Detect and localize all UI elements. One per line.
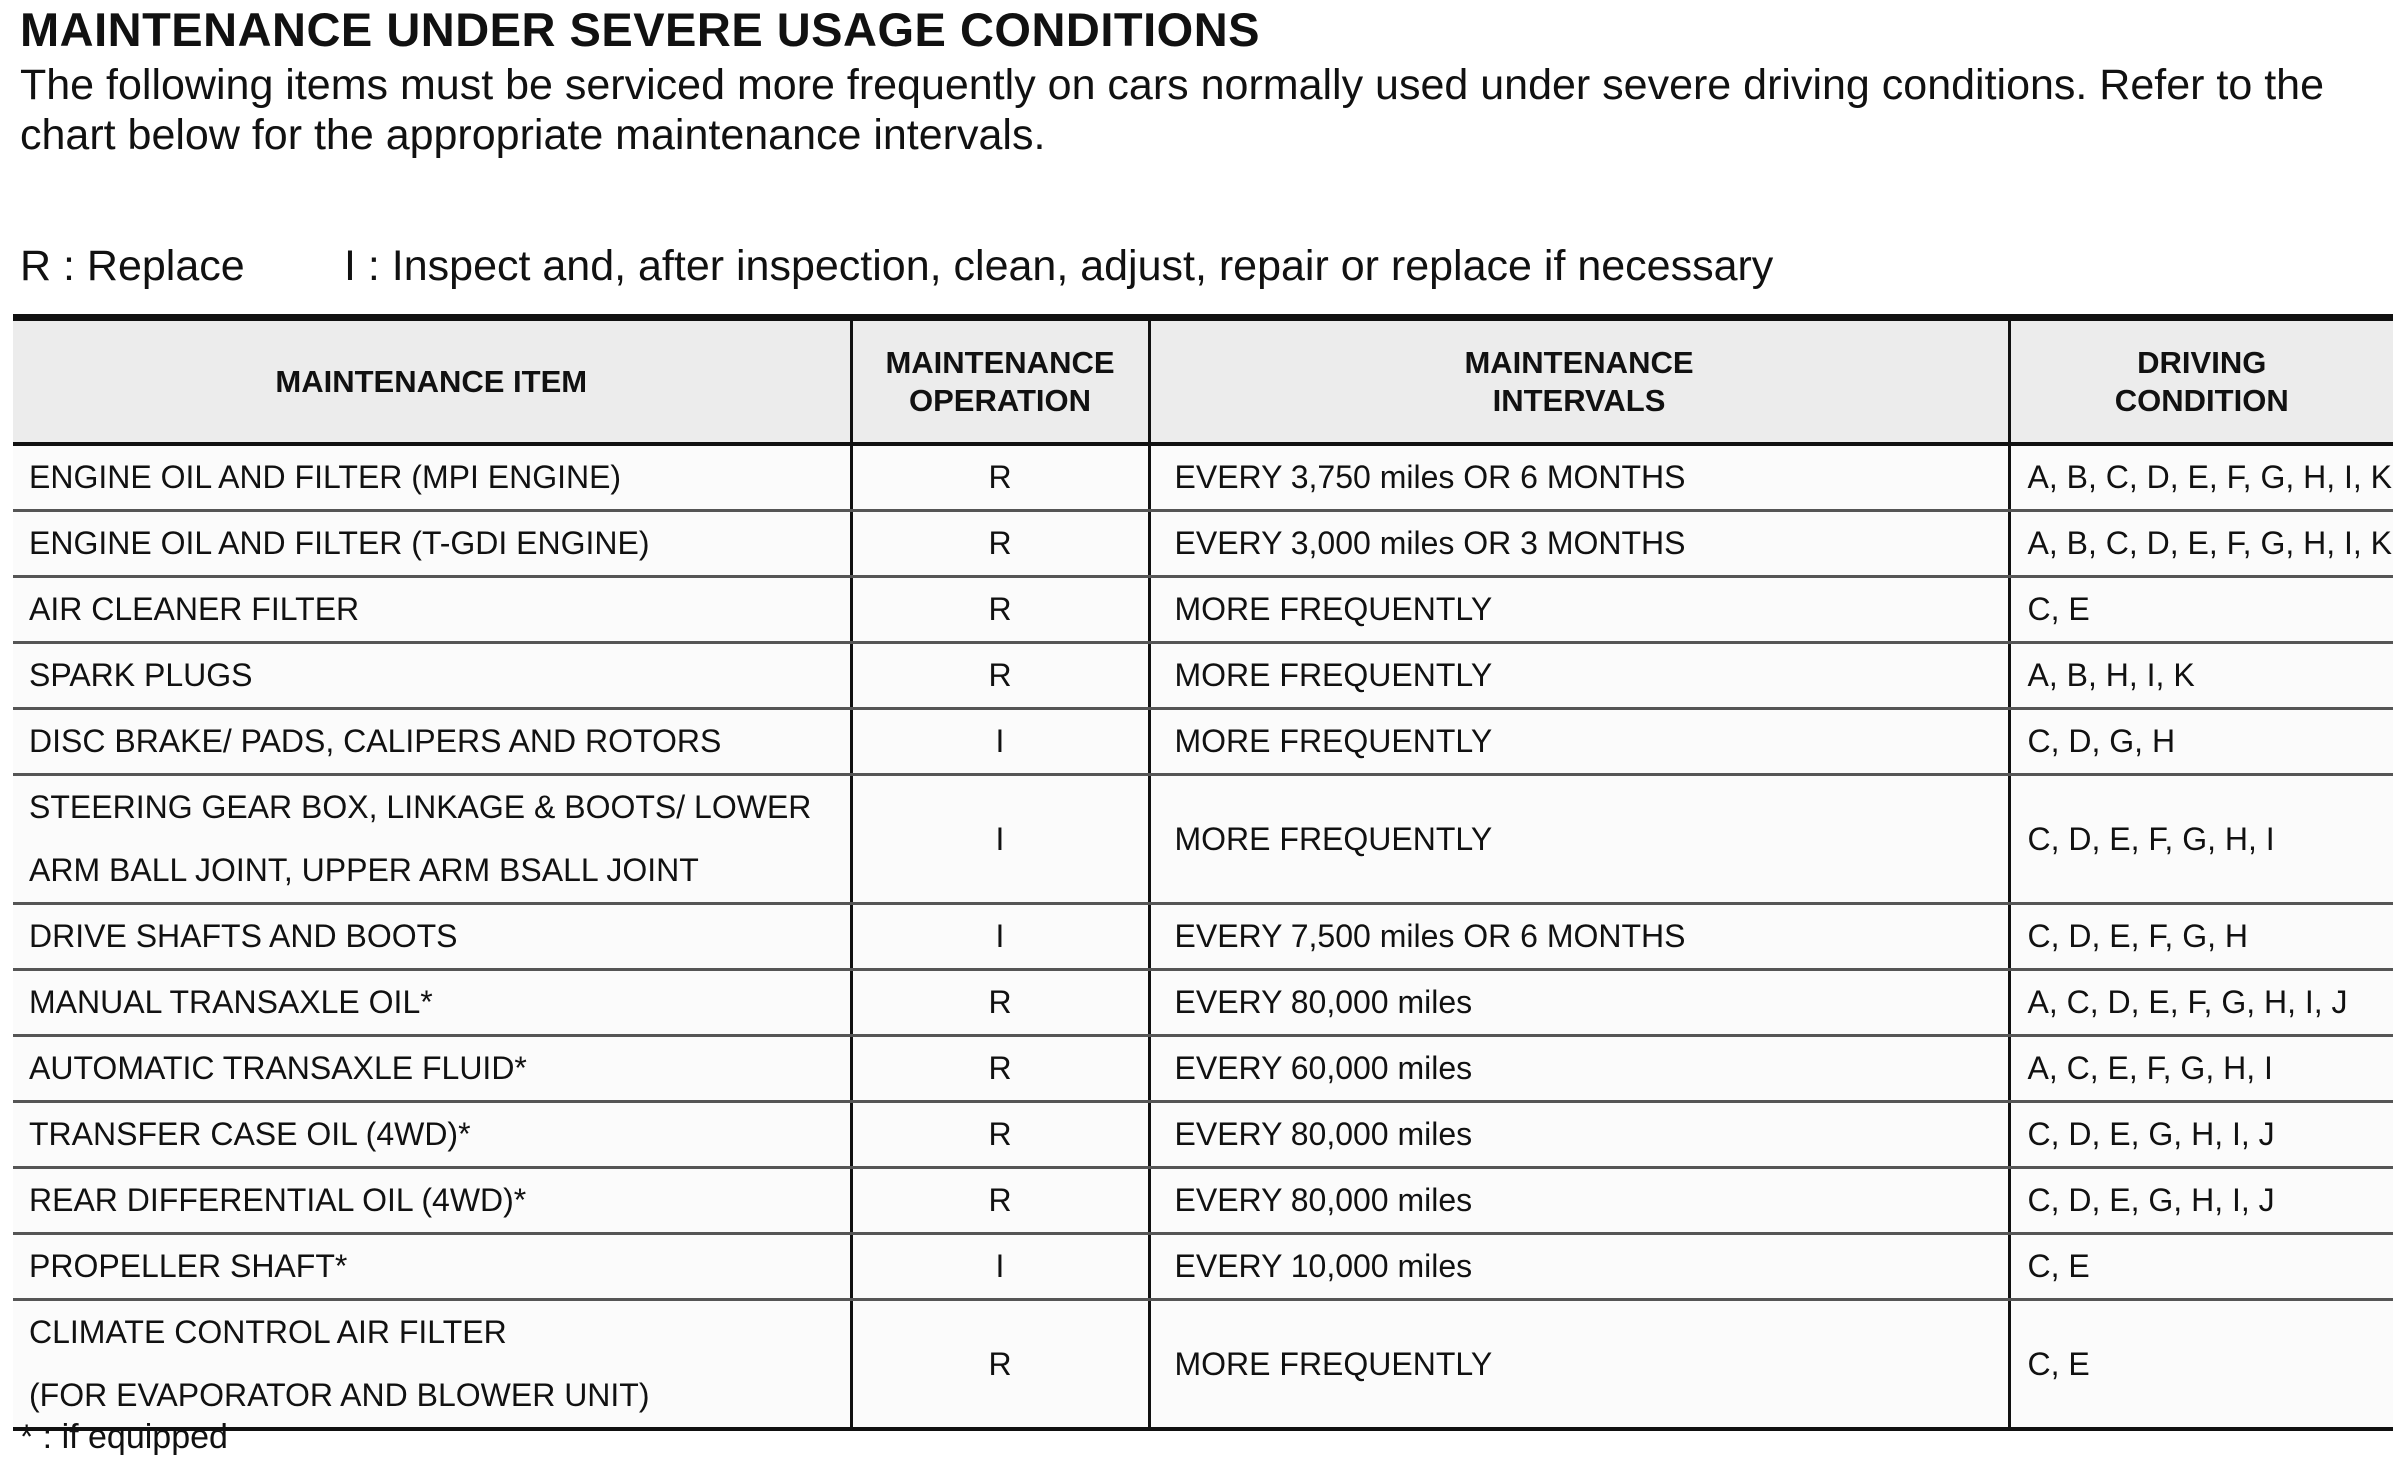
- cell-maintenance-operation: R: [851, 970, 1149, 1036]
- cell-maintenance-item: DRIVE SHAFTS AND BOOTS: [13, 904, 851, 970]
- table-row: [13, 1036, 2393, 1102]
- maintenance-table: [13, 314, 2393, 1431]
- cell-maintenance-operation: I: [851, 1234, 1149, 1300]
- legend-inspect: I : Inspect and, after inspection, clean, adjust, repair or replace if necessary: [344, 242, 1774, 290]
- table-row: [13, 775, 2393, 904]
- cell-maintenance-operation: R: [851, 511, 1149, 577]
- cell-driving-condition: C, E: [2009, 1234, 2393, 1300]
- cell-maintenance-interval: EVERY 3,750 miles OR 6 MONTHS: [1149, 444, 2009, 511]
- table-body: [13, 444, 2393, 1429]
- table-header-row: [13, 318, 2393, 445]
- cell-maintenance-operation: R: [851, 643, 1149, 709]
- cell-driving-condition: C, D, G, H: [2009, 709, 2393, 775]
- cell-maintenance-item: DISC BRAKE/ PADS, CALIPERS AND ROTORS: [13, 709, 851, 775]
- cell-maintenance-operation: R: [851, 444, 1149, 511]
- cell-driving-condition: A, C, E, F, G, H, I: [2009, 1036, 2393, 1102]
- cell-driving-condition: C, E: [2009, 1300, 2393, 1430]
- header-maintenance-item: MAINTENANCE ITEM: [13, 318, 851, 445]
- table-row: [13, 904, 2393, 970]
- cell-maintenance-item: STEERING GEAR BOX, LINKAGE & BOOTS/ LOWER ARM BALL JOINT, UPPER ARM BSALL JOINT: [13, 775, 851, 904]
- table-row: [13, 643, 2393, 709]
- cell-maintenance-operation: R: [851, 577, 1149, 643]
- cell-maintenance-operation: R: [851, 1300, 1149, 1430]
- cell-maintenance-operation: I: [851, 709, 1149, 775]
- cell-driving-condition: A, B, C, D, E, F, G, H, I, K: [2009, 511, 2393, 577]
- cell-maintenance-interval: EVERY 80,000 miles: [1149, 970, 2009, 1036]
- legend: [20, 242, 1774, 291]
- cell-maintenance-operation: I: [851, 904, 1149, 970]
- cell-maintenance-interval: EVERY 80,000 miles: [1149, 1102, 2009, 1168]
- cell-driving-condition: A, C, D, E, F, G, H, I, J: [2009, 970, 2393, 1036]
- cell-driving-condition: C, D, E, G, H, I, J: [2009, 1168, 2393, 1234]
- table-row: [13, 1168, 2393, 1234]
- cell-maintenance-interval: MORE FREQUENTLY: [1149, 577, 2009, 643]
- cell-maintenance-item: REAR DIFFERENTIAL OIL (4WD)*: [13, 1168, 851, 1234]
- cell-maintenance-interval: EVERY 10,000 miles: [1149, 1234, 2009, 1300]
- cell-driving-condition: C, E: [2009, 577, 2393, 643]
- table-row: [13, 970, 2393, 1036]
- table-row: [13, 444, 2393, 511]
- cell-maintenance-item: ENGINE OIL AND FILTER (T-GDI ENGINE): [13, 511, 851, 577]
- intro-paragraph: The following items must be serviced more frequently on cars normally used under severe driving conditions. Refer to the chart below for the appropriate maintenance intervals.: [20, 61, 2324, 159]
- table-row: [13, 1234, 2393, 1300]
- table-row: [13, 709, 2393, 775]
- cell-maintenance-interval: MORE FREQUENTLY: [1149, 775, 2009, 904]
- cell-maintenance-interval: MORE FREQUENTLY: [1149, 709, 2009, 775]
- cell-maintenance-interval: EVERY 3,000 miles OR 3 MONTHS: [1149, 511, 2009, 577]
- cell-maintenance-interval: EVERY 7,500 miles OR 6 MONTHS: [1149, 904, 2009, 970]
- legend-replace: R : Replace: [20, 242, 245, 290]
- cell-maintenance-operation: R: [851, 1168, 1149, 1234]
- header-driving-condition: DRIVING CONDITION: [2009, 318, 2393, 445]
- cell-maintenance-item: PROPELLER SHAFT*: [13, 1234, 851, 1300]
- cell-maintenance-item: AUTOMATIC TRANSAXLE FLUID*: [13, 1036, 851, 1102]
- cell-maintenance-interval: EVERY 60,000 miles: [1149, 1036, 2009, 1102]
- cell-driving-condition: A, B, H, I, K: [2009, 643, 2393, 709]
- footnote: * : if equipped: [20, 1418, 228, 1456]
- cell-maintenance-item: ENGINE OIL AND FILTER (MPI ENGINE): [13, 444, 851, 511]
- table-row: [13, 1102, 2393, 1168]
- cell-driving-condition: C, D, E, G, H, I, J: [2009, 1102, 2393, 1168]
- header-maintenance-operation: MAINTENANCE OPERATION: [851, 318, 1149, 445]
- cell-maintenance-item: TRANSFER CASE OIL (4WD)*: [13, 1102, 851, 1168]
- table-row: [13, 511, 2393, 577]
- cell-maintenance-operation: R: [851, 1036, 1149, 1102]
- cell-maintenance-operation: I: [851, 775, 1149, 904]
- cell-maintenance-interval: EVERY 80,000 miles: [1149, 1168, 2009, 1234]
- table-row: [13, 1300, 2393, 1430]
- cell-driving-condition: C, D, E, F, G, H, I: [2009, 775, 2393, 904]
- cell-driving-condition: A, B, C, D, E, F, G, H, I, K: [2009, 444, 2393, 511]
- cell-maintenance-operation: R: [851, 1102, 1149, 1168]
- cell-driving-condition: C, D, E, F, G, H: [2009, 904, 2393, 970]
- cell-maintenance-item: AIR CLEANER FILTER: [13, 577, 851, 643]
- header-maintenance-intervals: MAINTENANCE INTERVALS: [1149, 318, 2009, 445]
- cell-maintenance-item: SPARK PLUGS: [13, 643, 851, 709]
- cell-maintenance-item: CLIMATE CONTROL AIR FILTER (FOR EVAPORATOR AND BLOWER UNIT): [13, 1300, 851, 1430]
- cell-maintenance-interval: MORE FREQUENTLY: [1149, 1300, 2009, 1430]
- cell-maintenance-interval: MORE FREQUENTLY: [1149, 643, 2009, 709]
- table-row: [13, 577, 2393, 643]
- page-title: MAINTENANCE UNDER SEVERE USAGE CONDITIONS: [20, 3, 1260, 56]
- cell-maintenance-item: MANUAL TRANSAXLE OIL*: [13, 970, 851, 1036]
